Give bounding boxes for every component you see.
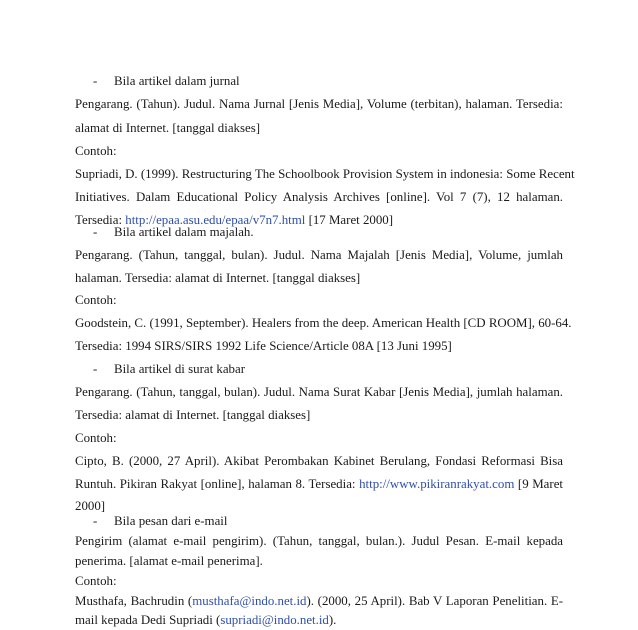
bullet-text: Bila artikel dalam majalah.: [114, 225, 254, 239]
contoh-label: Contoh:: [75, 574, 117, 588]
format-line: Pengarang. (Tahun, tanggal, bulan). Judul. Nama Surat Kabar [Jenis Media], jumlah halaman.: [75, 385, 563, 399]
format-line: penerima. [alamat e-mail penerima].: [75, 554, 263, 568]
bullet-majalah-row: [93, 222, 254, 242]
example-line: Initiatives. Dalam Educational Policy Analysis Archives [online]. Vol 7 (7), 12 halaman.: [75, 190, 563, 204]
bullet-dash: -: [93, 362, 98, 376]
bullet-email: [93, 511, 227, 531]
email-link[interactable]: supriadi@indo.net.id: [220, 613, 329, 627]
example-line: Cipto, B. (2000, 27 April). Akibat Perombakan Kabinet Berulang, Fondasi Reformasi Bisa: [75, 454, 563, 468]
text: [9 Maret: [514, 477, 563, 491]
bullet-surat-kabar: [93, 359, 245, 379]
text: Runtuh. Pikiran Rakyat [online], halaman 8. Tersedia:: [75, 477, 360, 491]
text: ).: [328, 613, 337, 627]
example-line: Goodstein, C. (1991, September). Healers from the deep. American Health [CD ROOM], 60-64.: [75, 316, 572, 330]
url-link[interactable]: http://epaa.asu.edu/epaa/v7n7.html: [125, 213, 306, 227]
contoh-label: Contoh:: [75, 293, 117, 307]
contoh-label: Contoh:: [75, 144, 117, 158]
format-line: Pengarang. (Tahun, tanggal, bulan). Judul. Nama Majalah [Jenis Media], Volume, jumlah: [75, 248, 563, 262]
bullet-dash: -: [93, 74, 98, 88]
example-line: [75, 591, 563, 611]
bullet-text: Bila artikel dalam jurnal: [114, 74, 240, 88]
text: [17 Maret 2000]: [305, 213, 394, 227]
example-line: Tersedia: 1994 SIRS/SIRS 1992 Life Science/Article 08A [13 Juni 1995]: [75, 339, 452, 353]
format-line: Pengarang. (Tahun). Judul. Nama Jurnal [Jenis Media], Volume (terbitan), halaman. Tersedia:: [75, 97, 563, 111]
url-link[interactable]: http://www.pikiranrakyat.com: [359, 477, 515, 491]
bullet-dash: -: [93, 225, 98, 239]
format-line: Pengirim (alamat e-mail pengirim). (Tahun, tanggal, bulan.). Judul Pesan. E-mail kepada: [75, 534, 563, 548]
example-line: 2000]: [75, 499, 106, 513]
bullet-text: Bila pesan dari e-mail: [114, 514, 228, 528]
text: mail kepada Dedi Supriadi (: [75, 613, 221, 627]
example-line: Supriadi, D. (1999). Restructuring The Schoolbook Provision System in indonesia: Some Recent: [75, 167, 575, 181]
bullet-jurnal: [93, 71, 240, 91]
text: Tersedia:: [75, 213, 126, 227]
example-line: [75, 610, 563, 630]
contoh-label: Contoh:: [75, 431, 117, 445]
format-line: halaman. Tersedia: alamat di Internet. [tanggal diakses]: [75, 271, 361, 285]
bullet-text: Bila artikel di surat kabar: [114, 362, 246, 376]
text: Musthafa, Bachrudin (: [75, 594, 193, 608]
bullet-dash: -: [93, 514, 98, 528]
format-line: alamat di Internet. [tanggal diakses]: [75, 121, 261, 135]
text: ). (2000, 25 April). Bab V Laporan Penelitian. E-: [306, 594, 564, 608]
email-link[interactable]: musthafa@indo.net.id: [192, 594, 307, 608]
example-line: [75, 474, 563, 494]
format-line: Tersedia: alamat di Internet. [tanggal diakses]: [75, 408, 311, 422]
